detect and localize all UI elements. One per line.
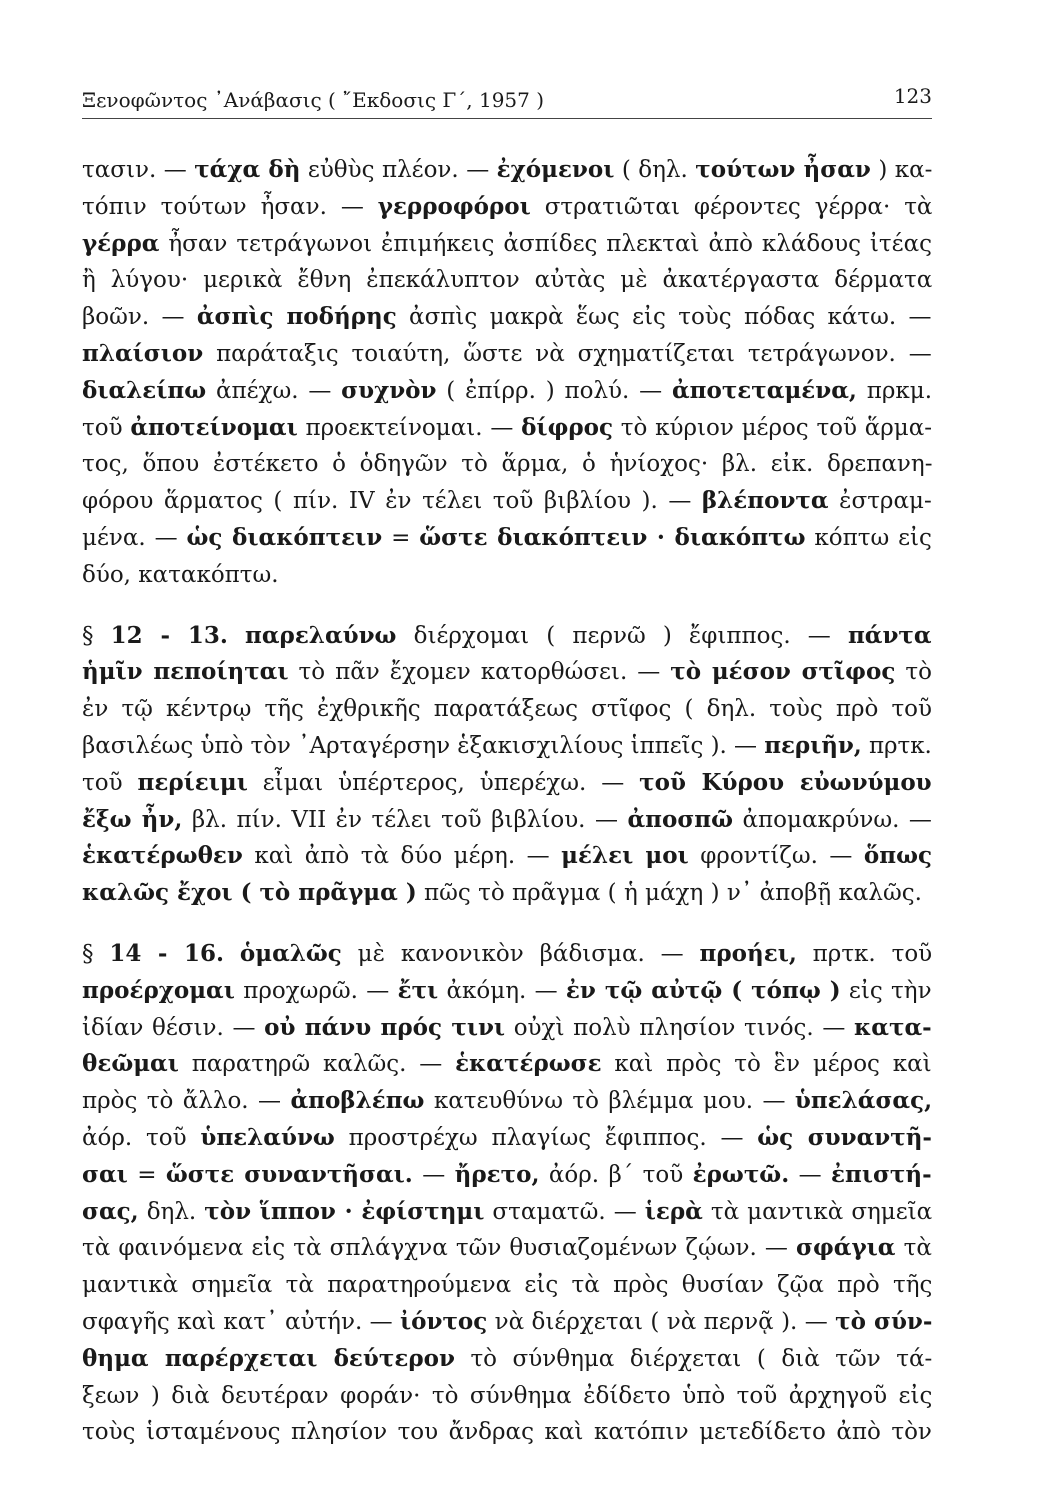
bold-term: περιῆν,	[764, 731, 862, 759]
text-run: τόπιν τούτων ἦσαν. —	[82, 193, 378, 220]
text-line	[82, 1230, 932, 1267]
text-run: νὰ διέρχεται ( νὰ περνᾷ ). —	[487, 1308, 836, 1335]
text-run: πρτκ.	[861, 732, 932, 759]
text-line	[82, 189, 932, 226]
bold-term: ἑκατέρωσε	[455, 1050, 602, 1078]
text-run: καὶ ἀπὸ τὰ δύο μέρη. —	[242, 843, 562, 870]
text-run: τος, ὅπου ἐστέκετο ὁ ὁδηγῶν τὸ ἅρμα, ὁ ἡνίοχος· βλ. εἰκ. δρεπανη-	[82, 451, 933, 478]
text-line	[82, 520, 932, 557]
text-line	[82, 838, 932, 875]
text-line	[82, 262, 932, 299]
text-line	[82, 410, 932, 447]
text-line	[82, 1341, 932, 1378]
text-run: φόρου ἅρματος ( πίν. IV ἐν τέλει τοῦ βιβλίου ). —	[82, 488, 702, 515]
bold-term: ὑπελαύνω	[200, 1123, 335, 1151]
bold-term: κατα-	[854, 1013, 932, 1041]
bold-term: ἤρετο,	[454, 1160, 540, 1188]
bold-term: σαι	[82, 1160, 128, 1188]
text-run: ) κα-	[870, 157, 933, 183]
bold-term: ἐχόμενοι	[496, 156, 615, 183]
text-run	[224, 941, 240, 967]
text-line	[82, 618, 932, 655]
body-text	[82, 152, 932, 1451]
text-run: ἀόρ. τοῦ	[82, 1124, 201, 1151]
bold-term: ὡς διακόπτειν	[186, 523, 383, 551]
text-line	[82, 1194, 932, 1231]
text-run: εἶμαι ὑπέρτερος, ὑπερέχω. —	[247, 769, 640, 796]
text-line	[82, 373, 932, 410]
text-run: ἰδίαν θέσιν. —	[82, 1014, 265, 1041]
text-line	[82, 936, 932, 973]
bold-term: ἑκατέρωθεν	[82, 842, 243, 870]
bold-term: προέρχομαι	[82, 976, 235, 1004]
text-run: παρατηρῶ καλῶς. —	[178, 1051, 456, 1078]
text-run: διέρχομαι ( περνῶ ) ἔφιππος. —	[396, 622, 848, 649]
text-run: τοὺς ἱσταμένους πλησίον του ἄνδρας καὶ κατόπιν μετεδίδετο ἀπὸ τὸν	[82, 1419, 932, 1446]
bold-term: πάντα	[847, 621, 932, 649]
text-run: ξεων ) διὰ δευτέραν φοράν· τὸ σύνθημα ἐδίδετο ὑπὸ τοῦ ἀρχηγοῦ εἰς	[82, 1382, 933, 1409]
bold-term: τὸ μέσον στῖφος	[670, 658, 896, 686]
text-line	[82, 1120, 932, 1157]
bold-term: ὥστε διακόπτειν · διακόπτω	[419, 523, 806, 551]
text-line	[82, 226, 932, 263]
page-number: 123	[893, 84, 932, 108]
bold-term: ἔτι	[397, 976, 439, 1004]
text-run: §	[82, 622, 111, 649]
text-run: παράταξις τοιαύτη, ὥστε νὰ σχηματίζεται τετράγωνον. —	[203, 340, 932, 367]
text-line	[82, 765, 932, 802]
text-run: τὸ πᾶν ἔχομεν κατορθώσει. —	[288, 659, 671, 686]
bold-term: περίειμι	[137, 768, 248, 796]
text-run: ἀπέχω. —	[206, 377, 342, 404]
text-run: πρὸς τὸ ἄλλο. —	[82, 1088, 291, 1115]
text-run: —	[412, 1161, 455, 1188]
text-run: τοῦ	[82, 414, 131, 441]
bold-term: τὸν ἵππον · ἐφίστημι	[204, 1197, 485, 1225]
bold-term: γέρρα	[82, 229, 160, 257]
text-run: καὶ πρὸς τὸ ἓν μέρος καὶ	[601, 1051, 932, 1078]
text-line	[82, 728, 932, 765]
text-run: ἐστραμ-	[828, 488, 932, 515]
text-run: τασιν. —	[82, 157, 195, 183]
bold-term: συχνὸν	[341, 376, 437, 404]
bold-term: ἐν τῷ αὐτῷ ( τόπῳ )	[565, 976, 841, 1004]
bold-term: ἰόντος	[400, 1307, 488, 1335]
text-run: προχωρῶ. —	[234, 977, 398, 1004]
bold-term: ἐρωτῶ.	[692, 1160, 790, 1188]
text-line	[82, 557, 932, 594]
text-line	[82, 1267, 932, 1304]
bold-term: τάχα δὴ	[194, 156, 301, 183]
bold-term: δίφρος	[521, 413, 614, 441]
text-run: μὲ κανονικὸν βάδισμα. —	[341, 940, 700, 967]
text-run: δύο, κατακόπτω.	[82, 561, 279, 588]
text-run: =	[127, 1161, 166, 1188]
bold-term: οὐ πάνυ πρός τινι	[264, 1013, 506, 1041]
bold-term: θεῶμαι	[82, 1050, 179, 1078]
text-run: πρκμ.	[856, 377, 933, 404]
text-run: πρτκ. τοῦ	[796, 940, 933, 967]
bold-term: καλῶς ἔχοι ( τὸ πρᾶγμα )	[82, 879, 417, 907]
text-run: τὸ	[895, 659, 932, 686]
bold-term: προήει,	[699, 939, 797, 967]
bold-term: γερροφόροι	[377, 192, 531, 220]
text-run: τὸ κύριον μέρος τοῦ ἅρμα-	[613, 414, 933, 441]
text-run: σφαγῆς καὶ κατ᾿ αὐτήν. —	[82, 1308, 401, 1335]
bold-term: ἀποτεταμένα,	[671, 376, 857, 404]
bold-term: μέλει μοι	[561, 842, 689, 870]
bold-term: ὁμαλῶς	[239, 939, 342, 967]
text-line	[82, 1010, 932, 1047]
text-run: προεκτείνομαι. —	[297, 414, 522, 441]
text-run: κόπτω εἰς	[805, 524, 932, 551]
text-run: κατευθύνω τὸ βλέμμα μου. —	[424, 1088, 795, 1115]
bold-term: τὸ σύν-	[835, 1307, 933, 1335]
bold-term: ἀποτείνομαι	[130, 413, 298, 441]
bold-term: ὥστε συναντῆσαι.	[165, 1160, 413, 1188]
text-run: βλ. πίν. VII ἐν τέλει τοῦ βιβλίου. —	[182, 806, 628, 833]
text-run: =	[382, 524, 420, 551]
bold-term: ὑπελάσας,	[794, 1087, 933, 1115]
bold-term: ἀποσπῶ	[627, 805, 734, 833]
text-run: ( ἐπίρρ. ) πολύ. —	[436, 377, 672, 404]
header-title: Ξενοφῶντος ᾿Ανάβασις ( ῎Εκδοσις Γ΄, 1957 )	[82, 88, 545, 112]
text-run	[228, 623, 245, 649]
bold-term: σφάγια	[796, 1234, 896, 1262]
text-run: ἀπομακρύνω. —	[733, 806, 932, 833]
text-run: τὰ φαινόμενα εἰς τὰ σπλάγχνα τῶν θυσιαζομένων ζῴων. —	[82, 1235, 797, 1262]
text-run: εὐθὺς πλέον. —	[300, 157, 497, 183]
text-run: βασιλέως ὑπὸ τὸν ᾿Αρταγέρσην ἑξακισχιλίους ἱππεῖς ). —	[82, 732, 765, 759]
text-line	[82, 1083, 932, 1120]
text-line	[82, 1046, 932, 1083]
bold-term: ἀσπὶς ποδήρης	[196, 303, 397, 331]
bold-term: διαλείπω	[82, 376, 207, 404]
text-run: φροντίζω. —	[688, 843, 864, 870]
text-run: τὸ σύνθημα διέρχεται ( διὰ τῶν τά-	[454, 1345, 933, 1372]
text-run: εἰς τὴν	[840, 977, 932, 1004]
text-run: ἀόρ. β΄ τοῦ	[539, 1161, 693, 1188]
text-run: ἐν τῷ κέντρῳ τῆς ἐχθρικῆς παρατάξεως στῖφος ( δηλ. τοὺς πρὸ τοῦ	[82, 696, 932, 723]
bold-term: 12 - 13.	[110, 621, 228, 649]
text-line	[82, 802, 932, 839]
text-run: μαντικὰ σημεῖα τὰ παρατηρούμενα εἰς τὰ πρὸς θυσίαν ζῷα πρὸ τῆς	[82, 1272, 933, 1299]
text-run: οὐχὶ πολὺ πλησίον τινός. —	[505, 1014, 855, 1041]
text-line	[82, 654, 932, 691]
bold-term: σας,	[82, 1197, 139, 1225]
text-line	[82, 1378, 932, 1415]
text-run: βοῶν. —	[82, 304, 197, 331]
text-line	[82, 483, 932, 520]
text-run: —	[789, 1161, 832, 1188]
text-run: ἀσπὶς μακρὰ ἕως εἰς τοὺς πόδας κάτω. —	[396, 304, 932, 331]
bold-term: πλαίσιον	[82, 339, 204, 367]
text-line	[82, 691, 932, 728]
text-line	[82, 1304, 932, 1341]
text-line	[82, 446, 932, 483]
bold-term: θημα παρέρχεται δεύτερον	[82, 1344, 455, 1372]
bold-term: τούτων ἦσαν	[695, 156, 871, 183]
text-run: §	[82, 940, 110, 967]
bold-term: 14 - 16.	[109, 939, 225, 967]
text-run: τὰ	[895, 1235, 932, 1262]
text-run: τοῦ	[82, 769, 138, 796]
text-run: προστρέχω πλαγίως ἔφιππος. —	[334, 1124, 758, 1151]
text-run: ( δηλ.	[614, 157, 696, 183]
bold-term: ἀποβλέπω	[290, 1087, 425, 1115]
text-run: μένα. —	[82, 524, 187, 551]
running-header	[82, 82, 932, 119]
bold-term: ἐπιστή-	[831, 1160, 932, 1188]
text-line	[82, 1157, 932, 1194]
bold-term: ἱερὰ	[644, 1197, 703, 1225]
text-run: σταματῶ. —	[484, 1198, 645, 1225]
bold-term: τοῦ Κύρου εὐωνύμου	[639, 768, 932, 796]
text-line	[82, 336, 932, 373]
text-run: ἦσαν τετράγωνοι ἐπιμήκεις ἀσπίδες πλεκταὶ ἀπὸ κλάδους ἰτέας	[159, 230, 932, 257]
text-line	[82, 152, 932, 189]
bold-term: ἔξω ἦν,	[82, 805, 183, 833]
text-run: ἢ λύγου· μερικὰ ἔθνη ἐπεκάλυπτον αὐτὰς μὲ ἀκατέργαστα δέρματα	[82, 267, 933, 294]
text-run: ἀκόμη. —	[438, 977, 566, 1004]
bold-term: ὡς συναντῆ-	[757, 1123, 932, 1151]
text-line	[82, 1414, 932, 1451]
bold-term: ὅπως	[863, 842, 933, 870]
text-run: στρατιῶται φέροντες γέρρα· τὰ	[530, 193, 933, 220]
bold-term: ἡμῖν πεποίηται	[82, 658, 289, 686]
bold-term: παρελαύνω	[245, 621, 397, 649]
text-line	[82, 875, 932, 912]
text-run: δηλ.	[138, 1198, 205, 1225]
text-run: πῶς τὸ πρᾶγμα ( ἡ μάχη ) ν᾿ ἀποβῇ καλῶς.	[416, 880, 922, 907]
text-line	[82, 973, 932, 1010]
text-run: τὰ μαντικὰ σημεῖα	[702, 1198, 933, 1225]
bold-term: βλέποντα	[701, 487, 829, 515]
text-line	[82, 299, 932, 336]
